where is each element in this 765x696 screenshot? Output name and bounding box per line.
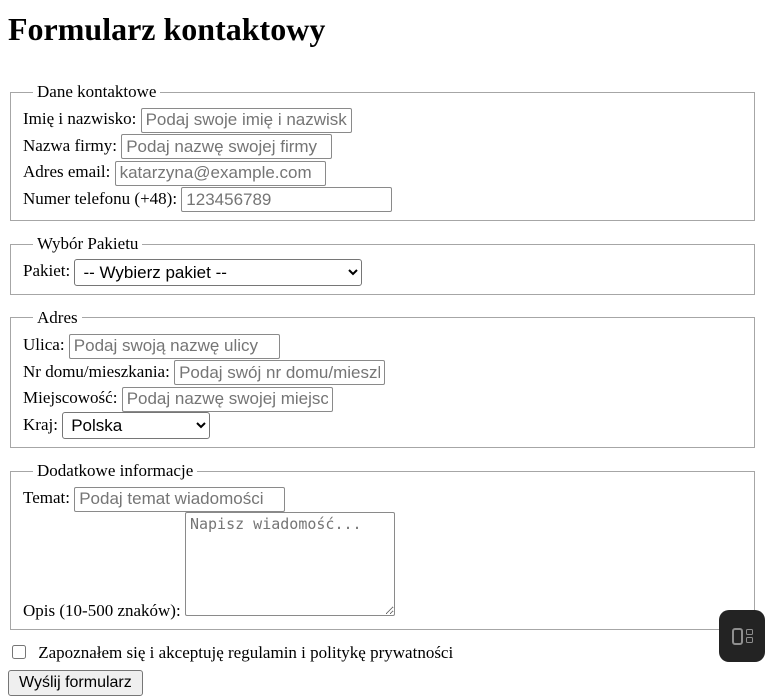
phone-label: Numer telefonu (+48): — [23, 188, 178, 208]
consent-checkbox[interactable] — [12, 645, 26, 659]
field-row — [23, 485, 742, 512]
panel-rect-shape — [732, 628, 743, 645]
field-row — [23, 258, 742, 286]
country-label: Kraj: — [23, 414, 58, 434]
overlay-widget-button[interactable] — [719, 610, 765, 662]
city-label: Miejscowość: — [23, 388, 118, 408]
panel-squares-shape — [746, 629, 753, 643]
section-legend: Dodatkowe informacje — [37, 461, 194, 481]
house-number-label: Nr domu/mieszkania: — [23, 361, 170, 381]
contact-form — [8, 82, 757, 696]
section-dodatkowe-informacje — [10, 461, 755, 630]
section-legend: Dane kontaktowe — [37, 82, 157, 101]
section-legend: Adres — [37, 307, 78, 327]
field-row — [23, 359, 742, 386]
street-input[interactable] — [69, 334, 280, 359]
layout-panels-icon — [732, 628, 753, 645]
section-adres — [10, 308, 755, 448]
house-number-input[interactable] — [174, 360, 385, 385]
field-row — [23, 332, 742, 359]
description-label: Opis (10-500 znaków): — [23, 600, 181, 620]
name-label: Imię i nazwisko: — [23, 109, 137, 128]
company-label: Nazwa firmy: — [23, 135, 117, 155]
name-input[interactable] — [141, 108, 352, 133]
country-select[interactable] — [62, 412, 210, 439]
company-input[interactable] — [121, 134, 332, 159]
section-wybor-pakietu — [10, 234, 755, 295]
description-textarea[interactable] — [185, 512, 395, 616]
field-row — [23, 412, 742, 440]
package-label: Pakiet: — [23, 261, 71, 281]
city-input[interactable] — [122, 387, 333, 412]
package-select[interactable] — [74, 259, 362, 286]
phone-input[interactable] — [181, 187, 392, 212]
email-label: Adres email: — [23, 162, 111, 182]
field-row — [23, 385, 742, 412]
consent-label: Zapoznałem się i akceptuję regulamin i politykę prywatności — [38, 642, 454, 662]
subject-label: Temat: — [23, 488, 70, 508]
street-label: Ulica: — [23, 334, 65, 354]
field-row — [23, 186, 742, 213]
field-row — [23, 512, 742, 621]
field-row — [23, 159, 742, 186]
subject-input[interactable] — [74, 487, 285, 512]
submit-button[interactable]: Wyślij formularz — [8, 670, 143, 696]
email-input[interactable] — [115, 161, 326, 186]
consent-row — [8, 643, 757, 663]
section-dane-kontaktowe — [10, 82, 755, 221]
field-row — [23, 106, 742, 133]
section-legend: Wybór Pakietu — [37, 234, 139, 254]
field-row — [23, 133, 742, 160]
page-title: Formularz kontaktowy — [8, 11, 326, 47]
